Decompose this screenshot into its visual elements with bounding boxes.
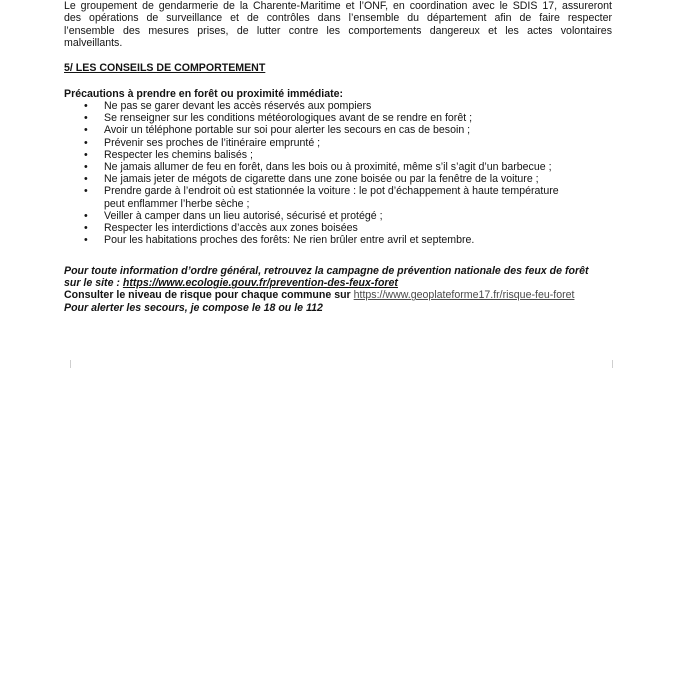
bullet-icon: • — [84, 234, 88, 247]
bullet-icon: • — [84, 209, 88, 222]
intro-paragraph — [64, 0, 612, 50]
alert-line: Pour alerter les secours, je compose le 18 ou le 112 — [64, 301, 323, 314]
list-item-continuation: peut enflammer l’herbe sèche ; — [104, 197, 250, 210]
intro-line: des opérations de surveillance et de contrôles dans l’ensemble du département afin de faire respecter — [64, 12, 612, 25]
section-subheading: Précautions à prendre en forêt ou proximité immédiate: — [64, 88, 344, 100]
intro-line: Le groupement de gendarmerie de la Charente-Maritime et l’ONF, en coordination avec le SDIS 17, assureront — [64, 0, 612, 12]
list-item — [64, 137, 612, 149]
scan-artifact-mark — [70, 360, 71, 368]
bullet-icon: • — [84, 124, 88, 137]
list-item-text: Ne jamais allumer de feu en forêt, dans les bois ou à proximité, même s’il s’agit d’un barbecue ; — [104, 161, 552, 174]
site-prefix: sur le site : — [64, 277, 123, 290]
list-item-text: Ne pas se garer devant les accès réservés aux pompiers — [104, 100, 372, 112]
geoplateforme-link[interactable]: https://www.geoplateforme17.fr/risque-feu-foret — [353, 289, 575, 302]
list-item — [64, 185, 612, 209]
bullet-icon: • — [84, 222, 88, 235]
bullet-icon: • — [84, 173, 88, 186]
risk-line — [64, 289, 624, 301]
list-item — [64, 149, 612, 161]
list-item — [64, 222, 612, 234]
list-item-text: Respecter les chemins balisés ; — [104, 148, 253, 161]
list-item — [64, 234, 612, 246]
list-item — [64, 210, 612, 222]
site-line — [64, 277, 624, 289]
list-item-text: Ne jamais jeter de mégots de cigarette dans une zone boisée ou par la fenêtre de la voiture ; — [104, 173, 539, 186]
bullet-icon: • — [84, 136, 88, 149]
intro-line: l’ensemble des mesures prises, de lutter contre les comportements dangereux et les actes volontaires — [64, 24, 612, 37]
intro-line: malveillants. — [64, 37, 123, 50]
risk-prefix: Consulter le niveau de risque pour chaque commune sur — [64, 289, 354, 302]
list-item — [64, 124, 612, 136]
list-item-text: Se renseigner sur les conditions météorologiques avant de se rendre en forêt ; — [104, 112, 473, 125]
scan-artifact-mark — [612, 360, 613, 368]
bullet-icon: • — [84, 100, 88, 112]
list-item — [64, 100, 612, 112]
ecologie-link[interactable]: https://www.ecologie.gouv.fr/prevention-des-feux-foret — [122, 277, 398, 290]
list-item — [64, 173, 612, 185]
bullet-icon: • — [84, 161, 88, 174]
campaign-line: Pour toute information d’ordre général, retrouvez la campagne de prévention nationale des feux de forêt — [64, 265, 589, 277]
section-heading: 5/ LES CONSEILS DE COMPORTEMENT — [64, 62, 266, 74]
bullet-icon: • — [84, 148, 88, 161]
bullet-icon: • — [84, 185, 88, 198]
bullet-icon: • — [84, 112, 88, 125]
list-item-text: Veiller à camper dans un lieu autorisé, sécurisé et protégé ; — [104, 209, 383, 222]
list-item-text: Pour les habitations proches des forêts: Ne rien brûler entre avril et septembre. — [104, 234, 475, 247]
list-item — [64, 112, 612, 124]
list-item-text: Prendre garde à l’endroit où est stationnée la voiture : le pot d’échappement à haute température — [104, 185, 559, 198]
list-item-text: Respecter les interdictions d’accès aux zones boisées — [104, 222, 358, 235]
info-block — [64, 265, 624, 314]
advice-list — [64, 100, 612, 246]
list-item-text: Avoir un téléphone portable sur soi pour alerter les secours en cas de besoin ; — [104, 124, 471, 137]
list-item — [64, 161, 612, 173]
list-item-text: Prévenir ses proches de l’itinéraire emprunté ; — [104, 136, 321, 149]
